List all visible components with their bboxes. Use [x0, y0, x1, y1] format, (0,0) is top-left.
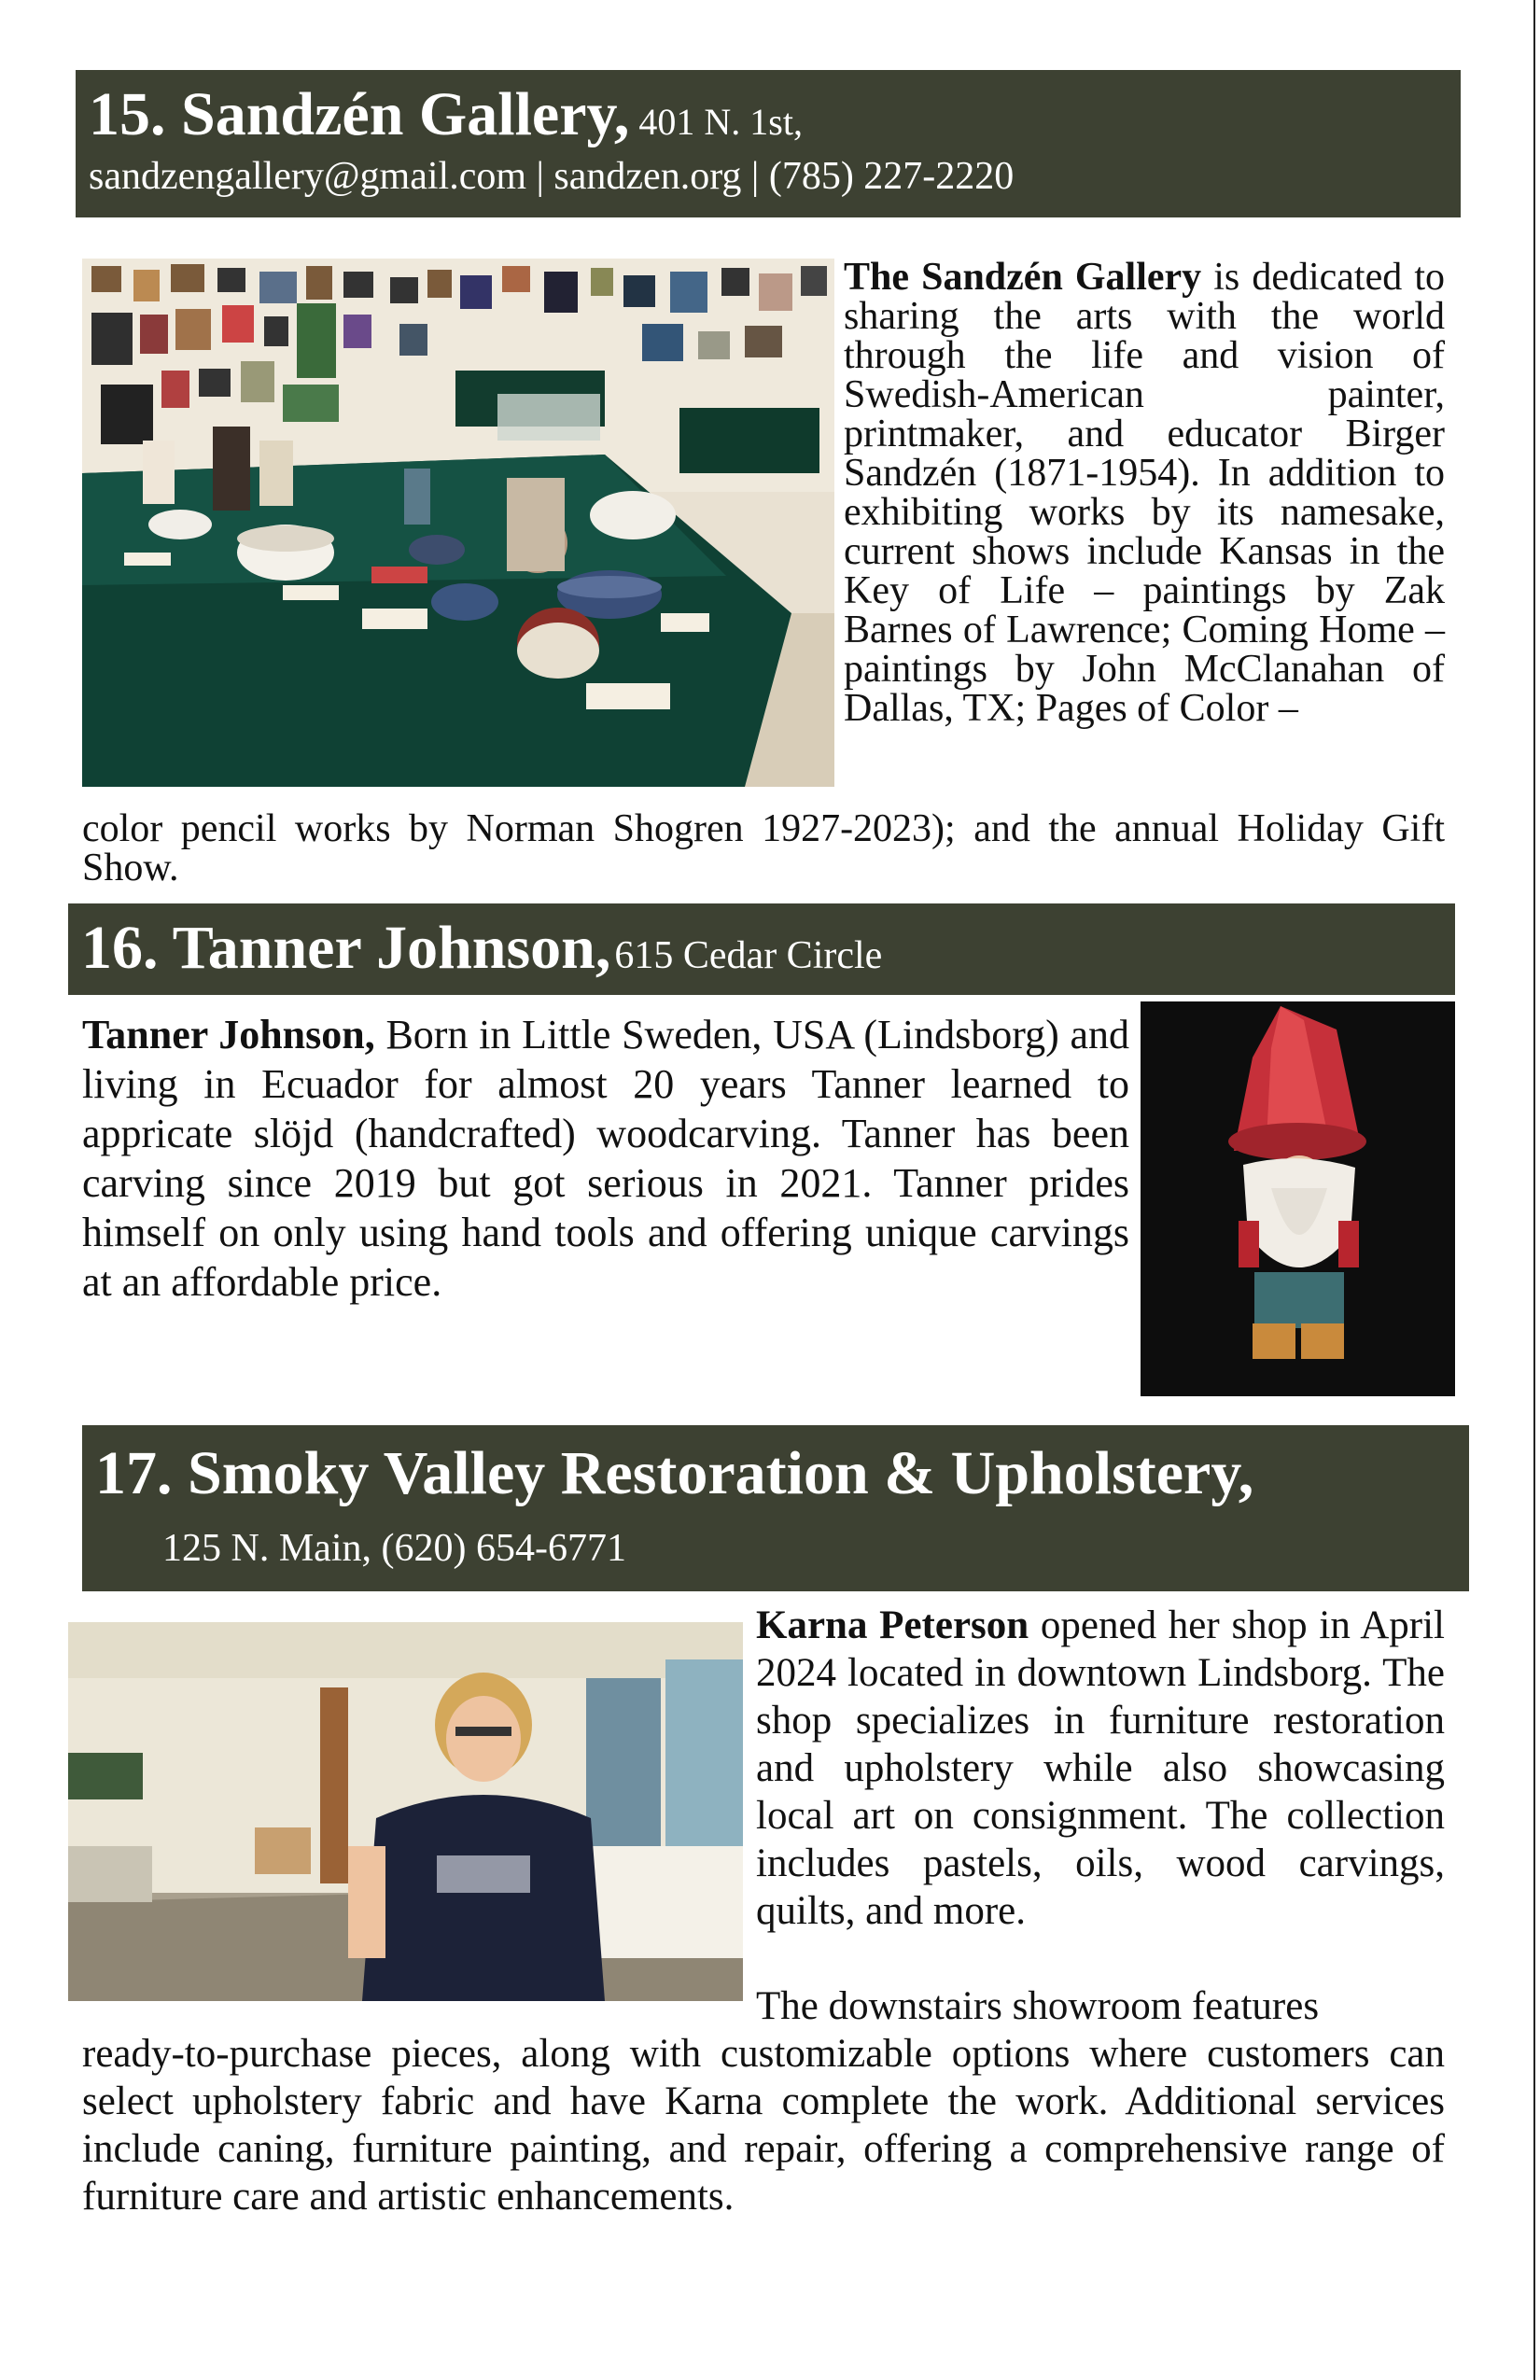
section-17-lead: Karna Peterson [756, 1603, 1029, 1647]
section-16-address: 615 Cedar Circle [614, 934, 883, 977]
section-16-title-line [81, 913, 882, 984]
gnome-carving-photo [1141, 1001, 1455, 1396]
section-17-body-top: opened her shop in April 2024 located in downtown Lindsborg. The shop specializes in furniture restoration and upholstery while also showcasing local art on consignment. The collection includes pastels, oils, wood carvings, quilts, and more. [756, 1603, 1445, 1933]
page-edge [1533, 0, 1535, 2380]
section-17-address: 125 N. Main, (620) 654-6771 [162, 1527, 626, 1570]
section-16-header [68, 903, 1455, 995]
gallery-photo [82, 259, 834, 787]
section-15-text-top [844, 258, 1445, 728]
section-15-header [76, 70, 1461, 217]
section-17-title: 17. Smoky Valley Restoration & Upholstery, [95, 1439, 1254, 1507]
section-17-text-bottom: ready-to-purchase pieces, along with customizable options where customers can select upholstery fabric and have Karna complete the work. Additional services include caning, furniture painting, and repair, offering a comprehensive range of furniture care and artistic enhancements. [82, 2032, 1445, 2219]
section-16-title: 16. Tanner Johnson, [81, 914, 611, 982]
section-15-contact: sandzengallery@gmail.com | sandzen.org | (785) 227-2220 [89, 155, 1015, 198]
section-17-header [82, 1425, 1469, 1591]
section-16-text [82, 1010, 1129, 1307]
section-15-title: 15. Sandzén Gallery, [89, 80, 630, 148]
section-17-text-top [756, 1602, 1445, 1935]
section-15-body-top: is dedicated to sharing the arts with the world through the life and vision of Swedish-American painter, printmaker, and educator Birger Sandzén (1871-1954). In addition to exhibiting works by its namesake, current shows include Kansas in the Key of Life – paintings by Zak Barnes of Lawrence; Coming Home – paintings by John McClanahan of Dallas, TX; Pages of Color – [844, 256, 1445, 730]
section-15-lead: The Sandzén Gallery [844, 256, 1202, 299]
section-15-text-bottom: color pencil works by Norman Shogren 1927-2023); and the annual Holiday Gift Show. [82, 807, 1445, 889]
shop-owner-photo [68, 1622, 743, 2001]
section-16-body: Born in Little Sweden, USA (Lindsborg) and living in Ecuador for almost 20 years Tanner learned to appricate slöjd (handcrafted) woodcarving. Tanner has been carving since 2019 but got serious in 2021. Tanner prides himself on only using hand tools and offering unique carvings at an affordable price. [82, 1012, 1129, 1305]
section-16-lead: Tanner Johnson, [82, 1012, 375, 1057]
section-17-text-mid: The downstairs showroom features [756, 1984, 1320, 2028]
section-15-address: 401 N. 1st, [629, 101, 803, 143]
section-15-title-line [89, 79, 803, 150]
